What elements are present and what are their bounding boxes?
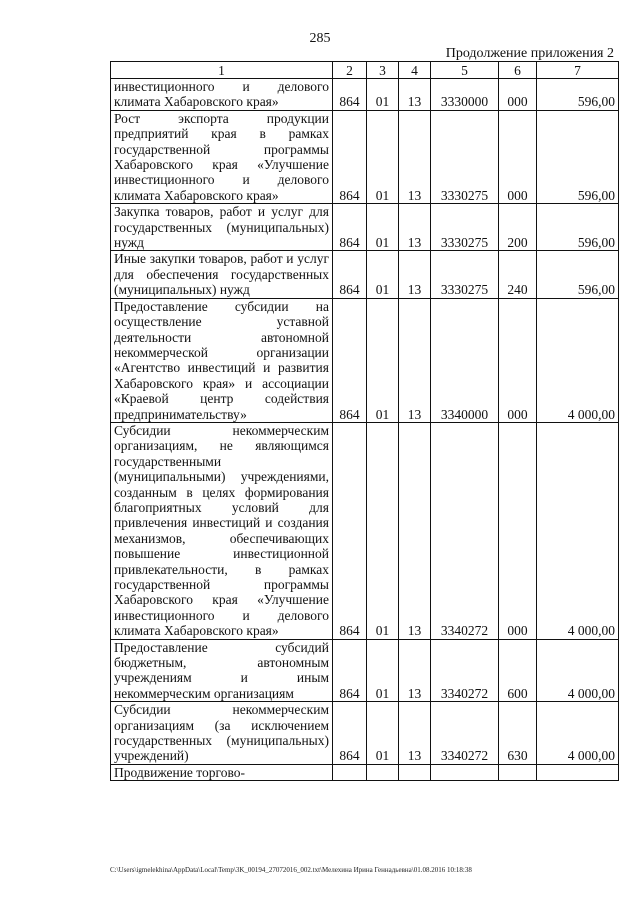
- table-row: [111, 764, 619, 780]
- column-header: 3: [367, 62, 399, 79]
- row-expense-type: 000: [499, 79, 537, 111]
- row-name: Предоставление субсидий бюджетным, автономным учреждениям и иным некоммерческим организациям: [111, 639, 333, 702]
- row-amount: 596,00: [537, 251, 619, 298]
- row-ministry-code: 864: [333, 639, 367, 702]
- row-target-article: 3340000: [431, 298, 499, 422]
- row-target-article: 3330275: [431, 110, 499, 203]
- row-section-code: [367, 764, 399, 780]
- row-target-article: 3340272: [431, 702, 499, 765]
- row-name: Рост экспорта продукции предприятий края в рамках государственной программы Хабаровского края «Улучшение инвестиционного и делового климата Хабаровского края»: [111, 110, 333, 203]
- row-name: Продвижение торгово-: [111, 764, 333, 780]
- row-name: Закупка товаров, работ и услуг для государственных (муниципальных) нужд: [111, 204, 333, 251]
- table-header-row: [111, 62, 619, 79]
- row-ministry-code: 864: [333, 422, 367, 639]
- row-subsection-code: 13: [399, 110, 431, 203]
- row-target-article: 3330000: [431, 79, 499, 111]
- row-name: Субсидии некоммерческим организациям, не являющимся государственными (муниципальными) учреждениями, созданным в целях формирования благоприятных условий для привлечения инвестиций и создания механизмов, обеспечивающих повышение инвестиционной привлекательности, в рамках государственной программы Хабаровского края «Улучшение инвестиционного и делового климата Хабаровского края»: [111, 422, 333, 639]
- table-row: [111, 251, 619, 298]
- row-section-code: 01: [367, 702, 399, 765]
- column-header: 7: [537, 62, 619, 79]
- column-header: 4: [399, 62, 431, 79]
- row-expense-type: 600: [499, 639, 537, 702]
- column-header: 2: [333, 62, 367, 79]
- row-ministry-code: 864: [333, 298, 367, 422]
- file-path-footer: C:\Users\igmelekhina\AppData\Local\Temp\3K_00194_27072016_002.txt\Мелехина Ирина Геннадьевна\01.08.2016 10:18:38: [110, 866, 472, 874]
- row-subsection-code: 13: [399, 298, 431, 422]
- row-expense-type: 630: [499, 702, 537, 765]
- row-amount: 596,00: [537, 110, 619, 203]
- row-ministry-code: 864: [333, 110, 367, 203]
- row-section-code: 01: [367, 422, 399, 639]
- row-ministry-code: 864: [333, 251, 367, 298]
- row-section-code: 01: [367, 298, 399, 422]
- column-header: 1: [111, 62, 333, 79]
- row-ministry-code: 864: [333, 702, 367, 765]
- table-row: [111, 110, 619, 203]
- row-subsection-code: 13: [399, 422, 431, 639]
- row-section-code: 01: [367, 251, 399, 298]
- row-ministry-code: 864: [333, 204, 367, 251]
- table-row: [111, 702, 619, 765]
- table-row: [111, 639, 619, 702]
- row-subsection-code: 13: [399, 639, 431, 702]
- row-target-article: 3340272: [431, 422, 499, 639]
- row-amount: 4 000,00: [537, 702, 619, 765]
- row-ministry-code: [333, 764, 367, 780]
- row-expense-type: 000: [499, 110, 537, 203]
- table-row: [111, 204, 619, 251]
- row-amount: 596,00: [537, 79, 619, 111]
- row-amount: 596,00: [537, 204, 619, 251]
- row-subsection-code: [399, 764, 431, 780]
- row-name: Субсидии некоммерческим организациям (за исключением государственных (муниципальных) учреждений): [111, 702, 333, 765]
- row-expense-type: [499, 764, 537, 780]
- row-amount: 4 000,00: [537, 422, 619, 639]
- row-section-code: 01: [367, 79, 399, 111]
- row-expense-type: 200: [499, 204, 537, 251]
- row-section-code: 01: [367, 204, 399, 251]
- row-name: инвестиционного и делового климата Хабаровского края»: [111, 79, 333, 111]
- row-subsection-code: 13: [399, 702, 431, 765]
- column-header: 6: [499, 62, 537, 79]
- row-target-article: 3330275: [431, 204, 499, 251]
- row-target-article: [431, 764, 499, 780]
- column-header: 5: [431, 62, 499, 79]
- row-amount: 4 000,00: [537, 298, 619, 422]
- budget-table: [110, 61, 619, 781]
- row-expense-type: 000: [499, 422, 537, 639]
- row-target-article: 3330275: [431, 251, 499, 298]
- table-row: [111, 79, 619, 111]
- row-section-code: 01: [367, 639, 399, 702]
- appendix-continuation-label: Продолжение приложения 2: [445, 46, 614, 61]
- table-row: [111, 298, 619, 422]
- page-number: 285: [309, 31, 331, 46]
- row-amount: 4 000,00: [537, 639, 619, 702]
- row-name: Предоставление субсидии на осуществление уставной деятельности автономной некоммерческой организации «Агентство инвестиций и развития Хабаровского края» и ассоциации «Краевой центр содействия предпринимательству»: [111, 298, 333, 422]
- row-expense-type: 240: [499, 251, 537, 298]
- table-row: [111, 422, 619, 639]
- row-amount: [537, 764, 619, 780]
- row-target-article: 3340272: [431, 639, 499, 702]
- row-expense-type: 000: [499, 298, 537, 422]
- row-name: Иные закупки товаров, работ и услуг для обеспечения государственных (муниципальных) нужд: [111, 251, 333, 298]
- row-subsection-code: 13: [399, 204, 431, 251]
- row-subsection-code: 13: [399, 79, 431, 111]
- row-section-code: 01: [367, 110, 399, 203]
- row-subsection-code: 13: [399, 251, 431, 298]
- row-ministry-code: 864: [333, 79, 367, 111]
